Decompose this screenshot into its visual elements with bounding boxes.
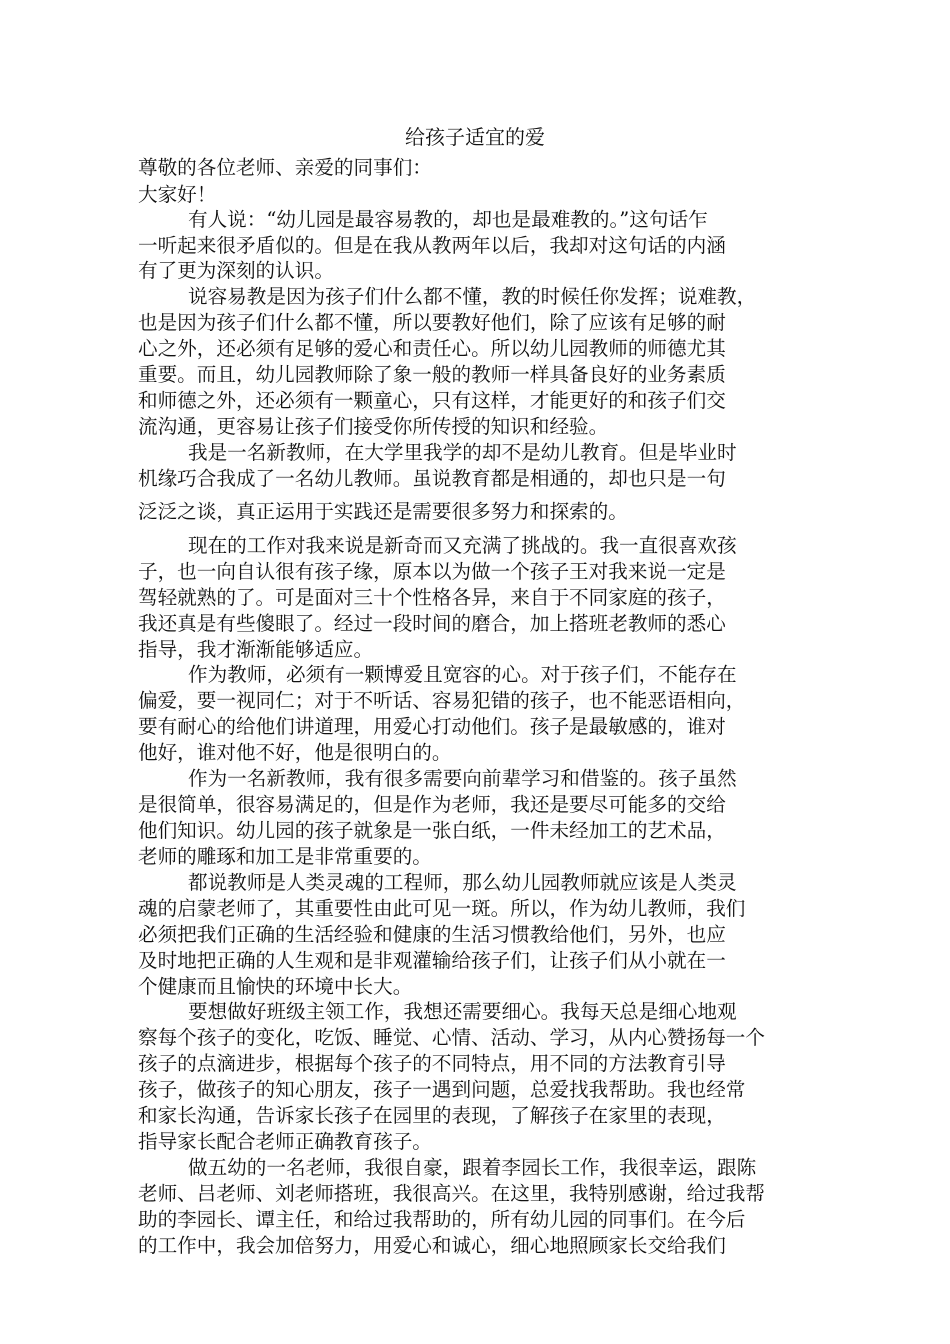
text-line: 子，也一向自认很有孩子缘，原本以为做一个孩子王对我来说一定是: [138, 560, 726, 583]
text-line: 个健康而且愉快的环境中长大。: [138, 975, 413, 998]
text-line: 做五幼的一名老师，我很自豪，跟着李园长工作，我很幸运，跟陈: [188, 1156, 757, 1179]
text-line: 是很简单，很容易满足的，但是作为老师，我还是要尽可能多的交给: [138, 793, 726, 816]
text-line: 也是因为孩子们什么都不懂，所以要教好他们，除了应该有足够的耐: [138, 311, 726, 334]
text-line: 和师德之外，还必须有一颗童心，只有这样，才能更好的和孩子们交: [138, 389, 726, 412]
text-line: 机缘巧合我成了一名幼儿教师。虽说教育都是相通的，却也只是一句: [138, 467, 726, 490]
text-line: 驾轻就熟的了。可是面对三十个性格各异，来自于不同家庭的孩子，: [138, 586, 726, 609]
text-line: 作为一名新教师，我有很多需要向前辈学习和借鉴的。孩子虽然: [188, 767, 737, 790]
text-line: 老师、吕老师、刘老师搭班，我很高兴。在这里，我特别感谢，给过我帮: [138, 1182, 765, 1205]
text-line: 孩子的点滴进步，根据每个孩子的不同特点，用不同的方法教育引导: [138, 1052, 726, 1075]
text-line: 察每个孩子的变化，吃饭、睡觉、心情、活动、学习，从内心赞扬每一个: [138, 1026, 765, 1049]
text-line: 泛泛之谈，真正运用于实践还是需要很多努力和探索的。: [138, 500, 628, 523]
text-line: 助的李园长、谭主任，和给过我帮助的，所有幼儿园的同事们。在今后: [138, 1208, 746, 1231]
text-line: 有人说：“幼儿园是最容易教的，却也是最难教的。”这句话乍: [188, 208, 708, 231]
text-line: 心之外，还必须有足够的爱心和责任心。所以幼儿园教师的师德尤其: [138, 337, 726, 360]
text-line: 偏爱，要一视同仁；对于不听话、容易犯错的孩子，也不能恶语相向，: [138, 689, 746, 712]
text-line: 指导家长配合老师正确教育孩子。: [138, 1130, 432, 1153]
text-line: 及时地把正确的人生观和是非观灌输给孩子们，让孩子们从小就在一: [138, 949, 726, 972]
text-line: 都说教师是人类灵魂的工程师，那么幼儿园教师就应该是人类灵: [188, 871, 737, 894]
text-line: 一听起来很矛盾似的。但是在我从教两年以后，我却对这句话的内涵: [138, 234, 726, 257]
text-line: 流沟通，更容易让孩子们接受你所传授的知识和经验。: [138, 415, 609, 438]
text-line: 和家长沟通，告诉家长孩子在园里的表现，了解孩子在家里的表现，: [138, 1104, 726, 1127]
text-line: 现在的工作对我来说是新奇而又充满了挑战的。我一直很喜欢孩: [188, 534, 737, 557]
text-line: 必须把我们正确的生活经验和健康的生活习惯教给他们，另外，也应: [138, 923, 726, 946]
text-line: 他们知识。幼儿园的孩子就象是一张白纸，一件未经加工的艺术品，: [138, 819, 726, 842]
text-line: 尊敬的各位老师、亲爱的同事们：: [138, 156, 432, 179]
text-line: 魂的启蒙老师了，其重要性由此可见一斑。所以，作为幼儿教师，我们: [138, 897, 746, 920]
text-line: 我还真是有些傻眼了。经过一段时间的磨合，加上搭班老教师的悉心: [138, 612, 726, 635]
text-line: 指导，我才渐渐能够适应。: [138, 638, 374, 661]
text-line: 老师的雕琢和加工是非常重要的。: [138, 845, 432, 868]
text-line: 他好，谁对他不好，他是很明白的。: [138, 741, 452, 764]
text-line: 我是一名新教师，在大学里我学的却不是幼儿教育。但是毕业时: [188, 441, 737, 464]
document-title: 给孩子适宜的爱: [405, 125, 545, 149]
text-line: 有了更为深刻的认识。: [138, 259, 334, 282]
text-line: 孩子，做孩子的知心朋友，孩子一遇到问题，总爱找我帮助。我也经常: [138, 1078, 746, 1101]
text-line: 大家好！: [138, 183, 217, 206]
text-line: 的工作中，我会加倍努力，用爱心和诚心，细心地照顾家长交给我们: [138, 1234, 726, 1257]
text-line: 说容易教是因为孩子们什么都不懂，教的时候任你发挥；说难教，: [188, 285, 757, 308]
text-line: 重要。而且，幼儿园教师除了象一般的教师一样具备良好的业务素质: [138, 363, 726, 386]
text-line: 要有耐心的给他们讲道理，用爱心打动他们。孩子是最敏感的，谁对: [138, 715, 726, 738]
text-line: 作为教师，必须有一颗博爱且宽容的心。对于孩子们，不能存在: [188, 663, 737, 686]
text-line: 要想做好班级主领工作，我想还需要细心。我每天总是细心地观: [188, 1000, 737, 1023]
